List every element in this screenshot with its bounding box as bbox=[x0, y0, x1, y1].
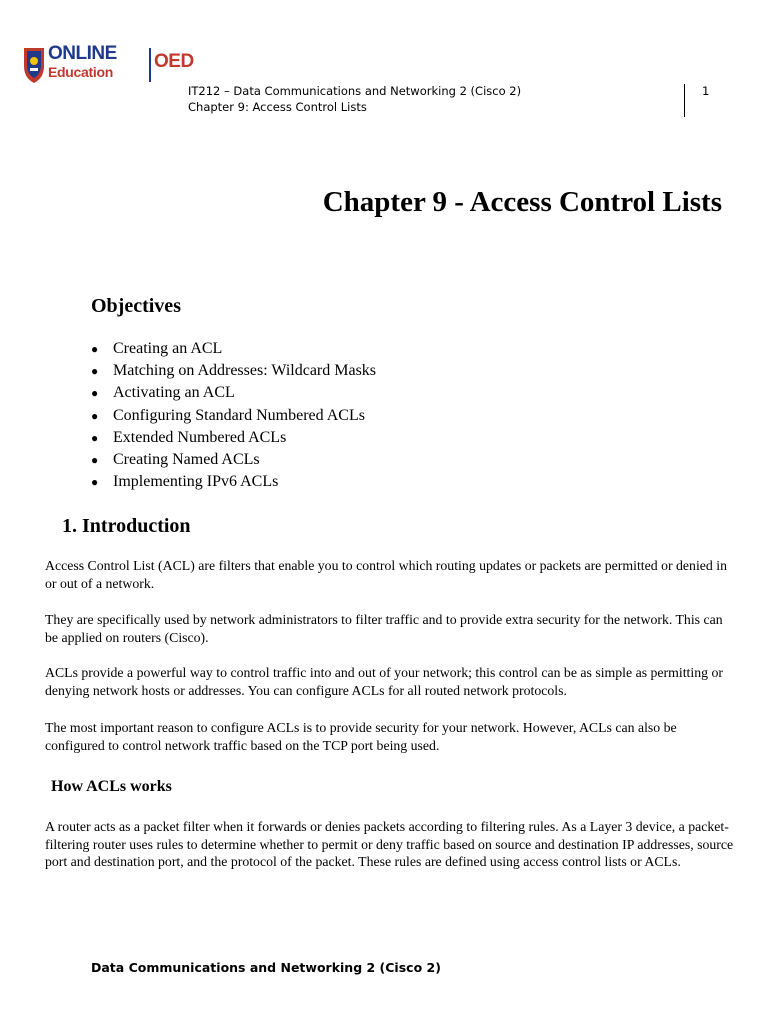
header-divider bbox=[684, 84, 685, 117]
bullet-icon: ● bbox=[91, 386, 99, 401]
bullet-icon: ● bbox=[91, 453, 99, 468]
how-acls-work-heading: How ACLs works bbox=[51, 778, 172, 795]
bullet-icon: ● bbox=[91, 475, 99, 490]
logo-wordmark-online: ONLINE bbox=[48, 43, 117, 64]
introduction-paragraph: ACLs provide a powerful way to control traffic into and out of your network; this control can be as simple as permitting or denying network hosts or addresses. You can configure ACLs for all routed network protocols. bbox=[45, 665, 723, 698]
logo-wordmark-oed: OED bbox=[154, 51, 194, 72]
objectives-list bbox=[91, 338, 376, 493]
page-number: 1 bbox=[702, 84, 710, 98]
shield-emblem-icon bbox=[22, 44, 46, 84]
objective-item: ● Matching on Addresses: Wildcard Masks bbox=[91, 360, 376, 382]
logo-divider bbox=[149, 48, 151, 82]
bullet-icon: ● bbox=[91, 342, 99, 356]
logo-wordmark-education: Education bbox=[48, 64, 113, 80]
introduction-paragraph: Access Control List (ACL) are filters that enable you to control which routing updates or packets are permitted or denied in or out of a network. bbox=[45, 558, 727, 591]
introduction-paragraph: The most important reason to configure ACLs is to provide security for your network. However, ACLs can also be configured to control network traffic based on the TCP port being used. bbox=[45, 720, 677, 753]
header-course-title: IT212 – Data Communications and Networking 2 (Cisco 2) bbox=[188, 84, 522, 98]
objective-item: ● Creating Named ACLs bbox=[91, 449, 376, 471]
page-footer: Data Communications and Networking 2 (Cisco 2) bbox=[91, 960, 441, 975]
objective-item: ● Creating an ACL bbox=[91, 338, 376, 360]
objective-item: ● Extended Numbered ACLs bbox=[91, 427, 376, 449]
bullet-icon: ● bbox=[91, 408, 99, 423]
introduction-heading: 1. Introduction bbox=[62, 515, 191, 537]
introduction-paragraph: They are specifically used by network administrators to filter traffic and to provide extra security for the network. This can be applied on routers (Cisco). bbox=[45, 612, 723, 645]
header-chapter-title: Chapter 9: Access Control Lists bbox=[188, 100, 367, 114]
document-title: Chapter 9 - Access Control Lists bbox=[322, 186, 722, 218]
objective-item: ● Activating an ACL bbox=[91, 382, 376, 404]
how-acls-work-paragraph: A router acts as a packet filter when it forwards or denies packets according to filtering rules. As a Layer 3 device, a packet-filtering router uses rules to determine whether to permit or deny traffic based on source and destination IP addresses, source port and destination port, and the protocol of the packet. These rules are defined using access control lists or ACLs. bbox=[45, 819, 734, 869]
objective-item: ● Implementing IPv6 ACLs bbox=[91, 471, 376, 493]
bullet-icon: ● bbox=[91, 364, 99, 379]
objective-item: ● Configuring Standard Numbered ACLs bbox=[91, 405, 376, 427]
objectives-heading: Objectives bbox=[91, 295, 181, 317]
bullet-icon: ● bbox=[91, 430, 99, 445]
online-education-logo bbox=[22, 43, 194, 86]
